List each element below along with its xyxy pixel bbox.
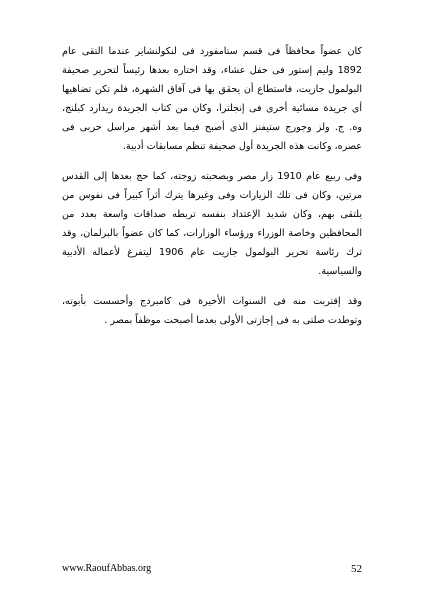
paragraph-1: كان عضواً محافظاً فى قسم ستامفورد فى لنكولنشاير عندما التقى عام 1892 وليم إستور فى حفل عشاء، وقد اختاره بعدها رئيساً لتحرير صحيفة البولمول جازيت، فاستطاع أن يحقق بها فى آفاق الشهرة، فلم تكن تضاهيها أى جريدة مسائية أخرى فى إنجلترا، وكان من كتاب الجريدة ريدارد كبلنج، وه. ج. ولز وجورج ستيفنز الذى أصبح فيما بعد أشهر مراسل حربى فى عصره، وكانت هذه الجريدة أول صحيفة تنظم مسابقات أدبية. (62, 46, 362, 152)
body-text (62, 42, 362, 341)
page-number: 52 (351, 563, 362, 575)
paragraph-2: وفى ربيع عام 1910 زار مصر وبصحبته زوجته، كما حج بعدها إلى القدس مرتين، وكان فى تلك الزيارات وفى وغيرها يترك أثراً كبيراً فى نفوس من يلتقى بهم، وكان شديد الإعتداد بنفسه تربطه صداقات واسعة بعدد من المحافظين وخاصة الوزراء ورؤساء الوزارات، كما كان عضواً بالبرلمان، وقد ترك رئاسة تحرير البولمول جازيت عام 1906 ليتفرغ لأعماله الأدبية والسياسية. (62, 171, 362, 277)
footer-website-link[interactable]: www.RaoufAbbas.org (62, 563, 152, 574)
paragraph-3: وقد إقتربت منه فى السنوات الأخيرة فى كامبردج وأحسست بأبوته، وتوطدت صلتى به فى إجازتى الأولى بعدما أصبحت موظفاً بمصر . (62, 296, 362, 326)
